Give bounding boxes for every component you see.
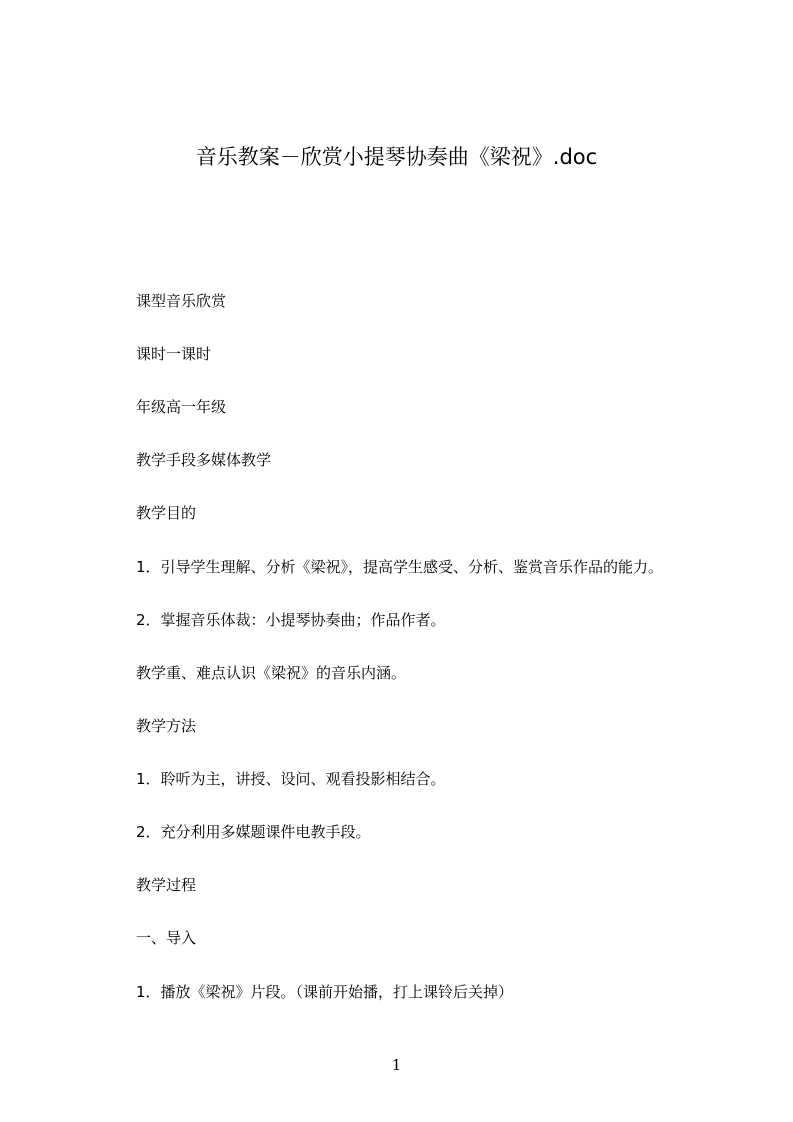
page-number: 1 [391,1056,402,1074]
paragraph-goal-1: 1．引导学生理解、分析《梁祝》，提高学生感受、分析、鉴赏音乐作品的能力。 [136,558,664,576]
heading-teaching-methods: 教学方法 [136,717,197,735]
paragraph-intro-step-1: 1．播放《梁祝》片段。（课前开始播，打上课铃后关掉） [136,983,514,1001]
document-title: 音乐教案－欣赏小提琴协奏曲《梁祝》.doc [195,145,598,169]
paragraph-method-1: 1．聆听为主，讲授、设问、观看投影相结合。 [136,770,446,788]
paragraph-method-2: 2．充分利用多媒题课件电教手段。 [136,823,371,841]
paragraph-key-points: 教学重、难点认识《梁祝》的音乐内涵。 [136,664,407,682]
paragraph-teaching-means: 教学手段多媒体教学 [136,451,272,469]
paragraph-grade: 年级高一年级 [136,398,227,416]
heading-teaching-process: 教学过程 [136,876,197,894]
heading-teaching-goals: 教学目的 [136,504,197,522]
paragraph-lesson-hours: 课时一课时 [136,345,212,363]
paragraph-goal-2: 2．掌握音乐体裁：小提琴协奏曲；作品作者。 [136,611,446,629]
heading-introduction: 一、导入 [136,929,197,947]
paragraph-lesson-type: 课型音乐欣赏 [136,292,227,310]
